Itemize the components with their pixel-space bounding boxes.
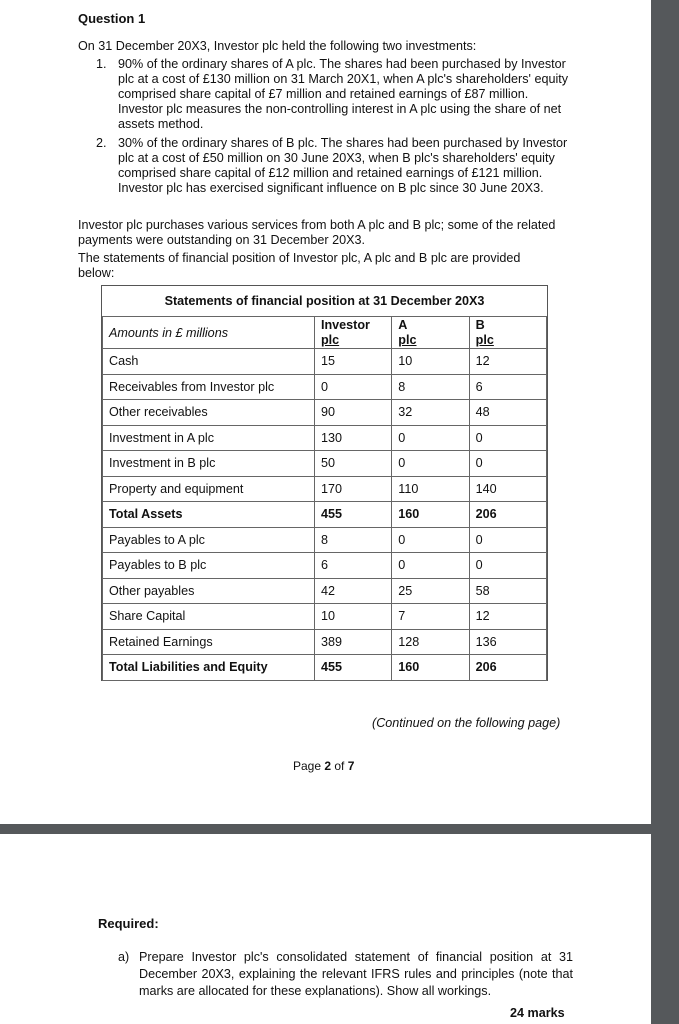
table-row: [103, 476, 547, 502]
cell-value: 12: [469, 604, 546, 630]
requirement-a: [118, 949, 573, 1000]
column-header-line: plc: [398, 333, 417, 347]
row-label: Other payables: [103, 578, 315, 604]
table-row: [103, 451, 547, 477]
financial-position-table: [101, 285, 548, 681]
table-row: [103, 425, 547, 451]
cell-value: 160: [392, 502, 469, 528]
cell-value: 32: [392, 400, 469, 426]
page-current: 2: [324, 759, 332, 773]
statements-intro-paragraph: The statements of financial position of Investor plc, A plc and B plc are provided below:: [78, 251, 521, 280]
row-label: Investment in A plc: [103, 425, 315, 451]
cell-value: 8: [392, 374, 469, 400]
table-row: [103, 629, 547, 655]
cell-value: 128: [392, 629, 469, 655]
cell-value: 15: [314, 349, 391, 375]
row-label: Cash: [103, 349, 315, 375]
column-header-line: plc: [475, 333, 494, 347]
cell-value: 170: [314, 476, 391, 502]
marks-label: 24 marks: [510, 1006, 565, 1020]
cell-value: 0: [469, 425, 546, 451]
investment-list: [78, 57, 573, 200]
cell-value: 455: [314, 655, 391, 681]
cell-value: 6: [314, 553, 391, 579]
list-item-text: 90% of the ordinary shares of A plc. The shares had been purchased by Investor plc at a cost of £130 million on 31 March 20X1, when A plc's shareholders' equity comprised share capital of £7 million and retained earnings of £87 million. Investor plc measures the non-controlling interest in A plc using the share of net assets method.: [118, 57, 569, 131]
row-label: Payables to B plc: [103, 553, 315, 579]
cell-value: 25: [392, 578, 469, 604]
cell-value: 160: [392, 655, 469, 681]
column-header-line: Investor: [320, 318, 370, 332]
cell-value: 12: [469, 349, 546, 375]
question-title: Question 1: [78, 11, 146, 26]
row-label: Receivables from Investor plc: [103, 374, 315, 400]
list-item-text: 30% of the ordinary shares of B plc. The shares had been purchased by Investor plc at a cost of £50 million on 30 June 20X3, when B plc's shareholders' equity comprised share capital of £12 million and retained earnings of £121 million. Investor plc has exercised significant influence on B plc since 30 June 20X3.: [118, 136, 568, 195]
cell-value: 50: [314, 451, 391, 477]
cell-value: 0: [469, 451, 546, 477]
cell-value: 48: [469, 400, 546, 426]
cell-value: 0: [392, 553, 469, 579]
cell-value: 42: [314, 578, 391, 604]
page-number: [293, 759, 354, 773]
page-total: 7: [347, 759, 355, 773]
page-of: of: [331, 759, 348, 773]
cell-value: 0: [469, 527, 546, 553]
cell-value: 110: [392, 476, 469, 502]
amount-label: Amounts in £ millions: [103, 317, 315, 349]
column-header-b: [469, 317, 546, 349]
cell-value: 10: [314, 604, 391, 630]
table-row: [103, 604, 547, 630]
cell-value: 8: [314, 527, 391, 553]
row-label: Payables to A plc: [103, 527, 315, 553]
required-heading: Required:: [98, 916, 159, 931]
cell-value: 0: [392, 451, 469, 477]
cell-value: 455: [314, 502, 391, 528]
column-header-investor: [314, 317, 391, 349]
cell-value: 90: [314, 400, 391, 426]
services-paragraph: Investor plc purchases various services from both A plc and B plc; some of the related payments were outstanding on 31 December 20X3.: [78, 218, 556, 247]
cell-value: 0: [392, 425, 469, 451]
table-row: [103, 349, 547, 375]
cell-value: 389: [314, 629, 391, 655]
row-label: Investment in B plc: [103, 451, 315, 477]
row-label: Other receivables: [103, 400, 315, 426]
row-label: Property and equipment: [103, 476, 315, 502]
page-prefix: Page: [293, 759, 325, 773]
cell-value: 0: [469, 553, 546, 579]
list-item: [78, 136, 573, 196]
cell-value: 6: [469, 374, 546, 400]
column-header-line: B: [475, 318, 485, 332]
row-label: Total Assets: [103, 502, 315, 528]
table-row: [103, 400, 547, 426]
list-number: 1.: [96, 57, 107, 71]
table-row: [103, 502, 547, 528]
cell-value: 0: [314, 374, 391, 400]
list-number: 2.: [96, 136, 107, 150]
table-row: [103, 553, 547, 579]
list-item: [78, 57, 573, 132]
requirement-text: Prepare Investor plc's consolidated statement of financial position at 31 December 20X3, explaining the relevant IFRS rules and principles (note that marks are allocated for these explanations). Show all workings.: [139, 950, 573, 998]
table-header-row: [103, 317, 547, 349]
cell-value: 206: [469, 655, 546, 681]
table-row: [103, 655, 547, 681]
cell-value: 136: [469, 629, 546, 655]
column-header-line: A: [398, 318, 408, 332]
cell-value: 7: [392, 604, 469, 630]
table-row: [103, 374, 547, 400]
table-title: Statements of financial position at 31 December 20X3: [164, 294, 485, 308]
cell-value: 140: [469, 476, 546, 502]
column-header-a: [392, 317, 469, 349]
intro-text: On 31 December 20X3, Investor plc held the following two investments:: [78, 39, 477, 53]
cell-value: 130: [314, 425, 391, 451]
column-header-line: plc: [320, 333, 340, 347]
continued-note: (Continued on the following page): [372, 716, 561, 730]
cell-value: 10: [392, 349, 469, 375]
table-row: [103, 527, 547, 553]
requirement-label: a): [118, 950, 130, 964]
row-label: Retained Earnings: [103, 629, 315, 655]
cell-value: 0: [392, 527, 469, 553]
row-label: Share Capital: [103, 604, 315, 630]
cell-value: 58: [469, 578, 546, 604]
table-row: [103, 578, 547, 604]
cell-value: 206: [469, 502, 546, 528]
row-label: Total Liabilities and Equity: [103, 655, 315, 681]
